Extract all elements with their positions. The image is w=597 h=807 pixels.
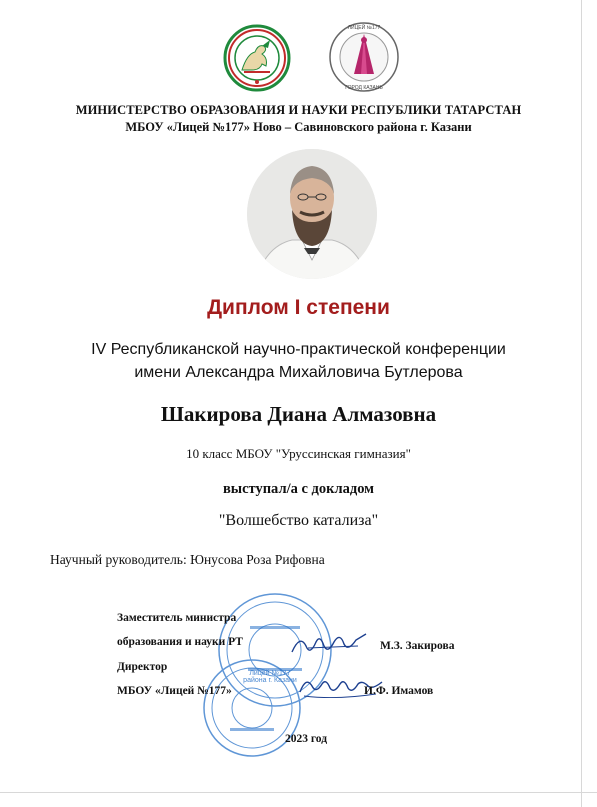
- page-border-bottom: [0, 792, 597, 793]
- lyceum-177-logo-icon: [328, 20, 400, 94]
- school-header: МБОУ «Лицей №177» Ново – Савиновского района г. Казани: [125, 120, 472, 134]
- recipient-name: Шакирова Диана Алмазовна: [160, 402, 437, 426]
- conference-line-2: имени Александра Михайловича Бутлерова: [134, 364, 463, 381]
- butlerov-portrait: [246, 148, 378, 280]
- class-info: 10 класс МБОУ "Уруссинская гимназия": [186, 446, 411, 461]
- conference-line-1: IV Республиканской научно-практической конференции: [91, 341, 506, 358]
- report-title: "Волшебство катализа": [218, 512, 379, 529]
- diploma-title: Диплом I степени: [207, 296, 390, 319]
- lyceum-ring-text-bottom: ГОРОД КАЗАНЬ: [345, 85, 383, 91]
- deputy-name: М.З. Закирова: [380, 640, 455, 652]
- lyceum-ring-text-top: ЛИЦЕЙ №177: [347, 25, 381, 31]
- tatarstan-emblem-icon: [222, 24, 292, 92]
- year-label: 2023 год: [285, 733, 328, 745]
- director-name: И.Ф. Имамов: [364, 685, 434, 697]
- director-title-line-2: МБОУ «Лицей №177»: [117, 685, 232, 697]
- ministry-header: МИНИСТЕРСТВО ОБРАЗОВАНИЯ И НАУКИ РЕСПУБЛИКИ ТАТАРСТАН: [75, 103, 522, 117]
- advisor-line: Научный руководитель: Юнусова Роза Рифовна: [50, 552, 325, 567]
- director-title-line-1: Директор: [117, 661, 168, 673]
- deputy-signature: [288, 628, 370, 662]
- stamp-text: Лицей №177 района г. Казани: [243, 670, 297, 684]
- deputy-title-line-2: образования и науки РТ: [117, 636, 243, 648]
- deputy-title-line-1: Заместитель министра: [117, 612, 237, 624]
- action-text: выступал/а с докладом: [222, 481, 375, 497]
